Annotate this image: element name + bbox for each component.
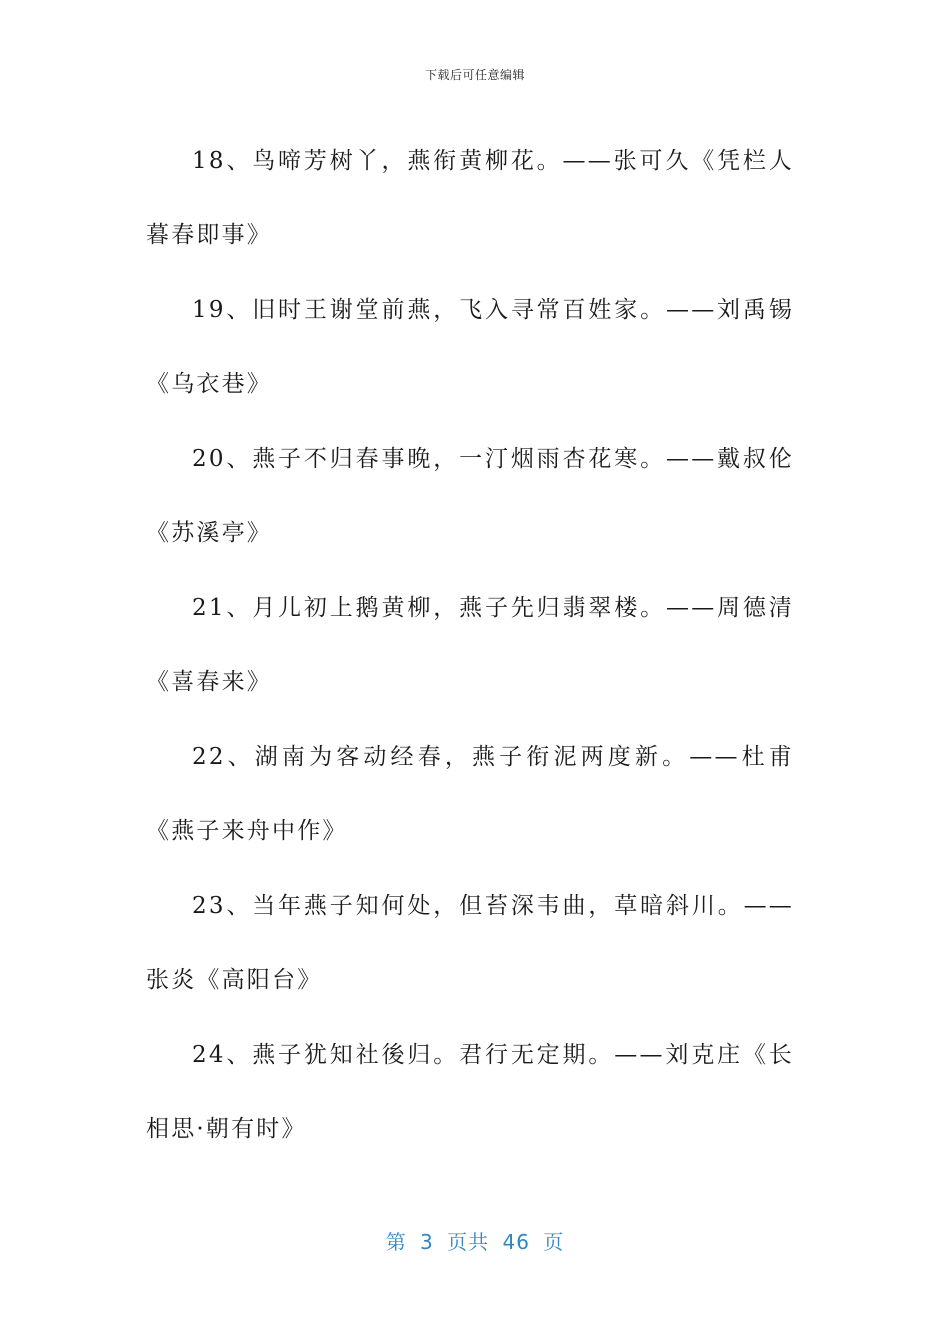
page-header-note: 下载后可任意编辑 bbox=[424, 68, 525, 82]
poem-quote-20: 20、燕子不归春事晚，一汀烟雨杏花寒。——戴叔伦《苏溪亭》 bbox=[146, 446, 794, 546]
poem-quote-list bbox=[146, 124, 794, 1167]
poem-quote-19: 19、旧时王谢堂前燕，飞入寻常百姓家。——刘禹锡《乌衣巷》 bbox=[146, 297, 794, 397]
poem-quote-21: 21、月儿初上鹅黄柳，燕子先归翡翠楼。——周德清《喜春来》 bbox=[146, 595, 794, 695]
poem-quote-18: 18、鸟啼芳树丫，燕衔黄柳花。——张可久《凭栏人暮春即事》 bbox=[146, 148, 794, 248]
poem-quote-23: 23、当年燕子知何处，但苔深韦曲，草暗斜川。——张炎《高阳台》 bbox=[146, 893, 794, 993]
poem-quote-22: 22、湖南为客动经春，燕子衔泥两度新。——杜甫《燕子来舟中作》 bbox=[146, 744, 794, 844]
poem-quote-24: 24、燕子犹知社後归。君行无定期。——刘克庄《长相思·朝有时》 bbox=[146, 1042, 794, 1142]
page-number-footer: 第 3 页共 46 页 bbox=[385, 1230, 565, 1254]
